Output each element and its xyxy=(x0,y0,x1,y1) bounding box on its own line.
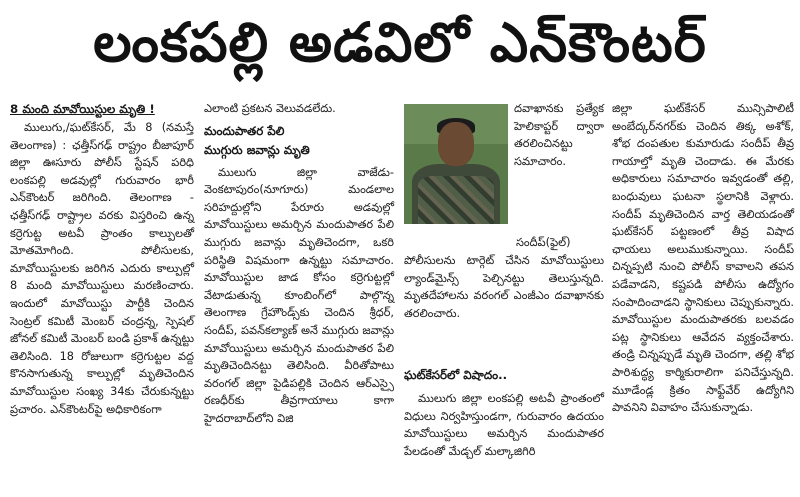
col2-paragraph: ములుగు జిల్లా వాజేడు-వెంకటాపురం(నూగూరు) మండలాల సరిహద్దుల్లోని పేరూరు అడవుల్లో మావోయిస్టులు అమర్చిన మందుపాతర పేలి ముగ్గురు జవాన్లు మృతిచెందగా, ఒకరి పరిస్థితి విషమంగా ఉన్నట్టు సమాచారం. మావోయిస్టుల జాడ కోసం కర్రెగుట్టల్లో వేటాడుతున్న కూంబింగ్‌లో పాల్గొన్న తెలంగాణ గ్రేహౌండ్స్‌కు చెందిన శ్రీధర్, సందీప్, పవన్‌కల్యాణ్ అనే ముగ్గురు జవాన్లు మావోయిస్టులు అమర్చిన మందుపాతర పేలి మృతిచెందినట్టు తెలిసింది. వీరితోపాటు వరంగల్ జిల్లా పైడిపల్లికి చెందిన ఆర్ఎస్సై రణధీర్‌కు తీవ్రగాయాలు కాగా హైదరాబాద్‌లోని విజి xyxy=(204,165,394,425)
col1-paragraph: ములుగు,/ఘట్‌కేసర్, మే 8 (నమస్తే తెలంగాణ) : ఛత్తీస్‌గఢ్ రాష్ట్రం బీజాపూర్ జిల్లా ఊసూరు పోలీస్ స్టేషన్ పరిధి లంకపల్లి అడవుల్లో గురువారం భారీ ఎన్‌కౌంటర్ జరిగింది. తెలంగాణ - ఛత్తీస్‌గఢ్ రాష్ట్రాల వరకు విస్తరించి ఉన్న కర్రెగుట్ట అటవీ ప్రాంతం కాల్పులతో మోతమోగింది. పోలీసులకు, మావోయిస్టులకు జరిగిన ఎదురు కాల్పుల్లో 8 మంది మావోయిస్టులు మరణించారు. ఇందులో మావోయిస్టు పార్టీకి చెందిన సెంట్రల్ కమిటీ మెంబర్ చంద్రన్న, స్పెషల్ జోనల్ కమిటీ మెంబర్ బండి ప్రకాశ్ ఉన్నట్టు తెలిసింది. 18 రోజులుగా కర్రెగుట్టల వద్ద కొనసాగుతున్న కాల్పుల్లో మృతిచెందిన మావోయిస్టుల సంఖ్య 34కు చేరుకున్నట్టు ప్రచారం. ఎన్‌కౌంటర్‌పై అధికారికంగా xyxy=(10,121,194,416)
subhead-landmine: మందుపాతర పేలి xyxy=(204,123,285,138)
col3-paragraph: ములుగు జిల్లా లంకపల్లి అటవీ ప్రాంతంలో విధులు నిర్వహిస్తుండగా, గురువారం ఉదయం మావోయిస్టులు అమర్చిన మందుపాతర పేలడంతో మేడ్చల్ మల్కాజిగిరి xyxy=(404,392,604,458)
col4-paragraph: జిల్లా ఘట్‌కేసర్ మున్సిపాలిటీ అంబేద్కర్‌నగర్‌కు చెందిన తిక్క అశోక్, శోభ దంపతుల కుమారుడు సందీప్ తీవ్ర గాయాల్తో మృతి చెందాడు. ఈ మేరకు అధికారులు సమాచారం ఇవ్వడంతో తల్లి, బంధువులు ఘటనా స్థలానికి వెళ్లారు. సందీప్ మృతిచెందిన వార్త తెలియడంతో ఘట్‌కేసర్ పట్టణంలో తీవ్ర విషాద ఛాయలు అలుముకున్నాయి. సందీప్ చిన్నప్పటి నుంచి పోలీస్ కావాలని తపన పడేవాడని, కష్టపడి పోలీసు ఉద్యోగం సంపాదించాడని స్థానికులు చెప్పుకున్నారు. మావోయిస్టుల మందుపాతరకు బలవడం పట్ల స్థానికులు ఆవేదన వ్యక్తంచేశారు. తండ్రి చిన్నప్పుడే మృతి చెందగా, తల్లి శోభ పారిశుద్ధ్య కార్మికురాలిగా పనిచేస్తున్నది. మూడేండ్ల క్రితం సాఫ్ట్‌వేర్ ఉద్యోగిని పావనిని వివాహం చేసుకున్నాడు. xyxy=(612,102,794,415)
subhead-ghatkesar-tragedy: ఘట్‌కేసర్‌లో విషాదం.. xyxy=(404,368,508,382)
photo-sandeep xyxy=(404,104,508,240)
headline: లంకపల్లి అడవిలో ఎన్‌కౌంటర్ xyxy=(93,10,707,74)
photo-caption xyxy=(404,235,604,251)
caption-text: సందీప్(ఫైల్) xyxy=(516,236,571,249)
col3-right-text: దవాఖానకు ప్రత్యేక హెలికాప్టర్ ద్వారా తరలించినట్టు సమాచారం. xyxy=(514,102,604,168)
col2-lead: ఎలాంటి ప్రకటన వెలువడలేదు. xyxy=(204,102,336,115)
column-4 xyxy=(612,100,794,417)
column-2 xyxy=(204,100,394,428)
subhead-three-jawans: ముగ్గురు జవాన్లు మృతి xyxy=(204,142,310,157)
col3-lower-text: పోలీసులను టార్గెట్ చేసిన మావోయిస్టులు ల్యాండ్‌మైన్స్ పెల్చినట్టు తెలుస్తున్నది. మృతదేహాలను వరంగల్ ఎంజీఎం దవాఖానకు తరలించారు. xyxy=(404,254,604,320)
subhead-maoists-killed: 8 మంది మావోయిస్టుల మృతి ! xyxy=(10,102,155,116)
column-1 xyxy=(10,100,194,418)
